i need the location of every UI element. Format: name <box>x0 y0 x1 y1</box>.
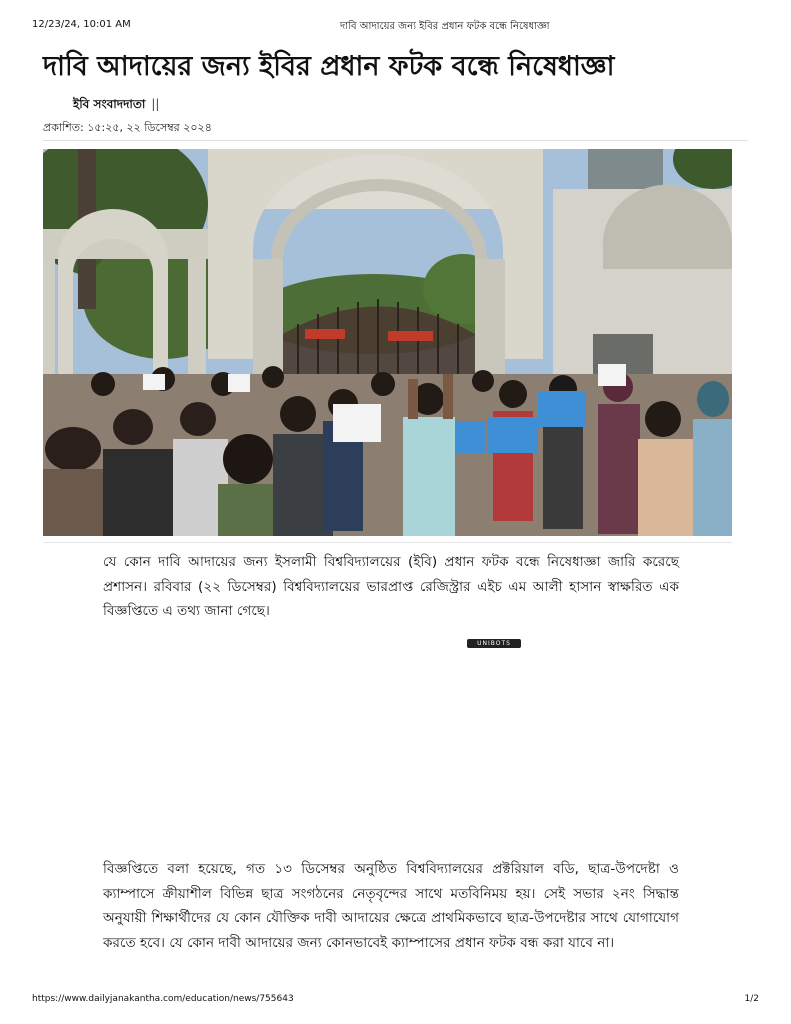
protest-at-gate-image <box>43 149 732 536</box>
photo-divider <box>43 542 732 543</box>
article-photo <box>43 149 732 536</box>
article-paragraph: বিজ্ঞপ্তিতে বলা হয়েছে, গত ১৩ ডিসেম্বর অনুষ্ঠিত বিশ্ববিদ্যালয়ের প্রক্টরিয়াল বডি, ছাত্র-উপদেষ্টা ও ক্যাম্পাসে ক্রীয়াশীল বিভিন্ন ছাত্র সংগঠনের নেতৃবৃন্দের সাথে মতবিনিময় হয়। সেই সভার ২নং সিদ্ধান্ত অনুযায়ী শিক্ষার্থীদের যে কোন যৌক্তিক দাবী আদায়ের ক্ষেত্রে প্রাথমিকভাবে ছাত্র-উপদেষ্টার সাথে যোগাযোগ করতে হবে। যে কোন দাবী আদায়ের জন্য কোনভাবেই ক্যাম্পাসের প্রধান ফটক বন্ধ করা যাবে না। <box>103 861 679 951</box>
byline-separator: || <box>151 97 160 111</box>
print-footer-url: https://www.dailyjanakantha.com/education/news/755643 <box>32 994 294 1004</box>
ad-badge[interactable]: UNIBOTS <box>467 639 521 648</box>
header-divider <box>43 140 748 141</box>
article-byline <box>73 96 159 116</box>
print-page-number: 1/2 <box>744 994 759 1004</box>
print-document-title: দাবি আদায়ের জন্য ইবির প্রধান ফটক বন্ধে নিষেধাজ্ঞা <box>340 21 550 32</box>
article-headline: দাবি আদায়ের জন্য ইবির প্রধান ফটক বন্ধে নিষেধাজ্ঞা <box>43 51 615 82</box>
print-date-time: 12/23/24, 10:01 AM <box>32 19 131 30</box>
byline-author: ইবি সংবাদদাতা <box>73 97 146 111</box>
article-published-date: প্রকাশিত: ১৫:২৫, ২২ ডিসেম্বর ২০২৪ <box>43 121 212 134</box>
article-paragraph: যে কোন দাবি আদায়ের জন্য ইসলামী বিশ্ববিদ্যালয়ের (ইবি) প্রধান ফটক বন্ধে নিষেধাজ্ঞা জারি করেছে প্রশাসন। রবিবার (২২ ডিসেম্বর) বিশ্ববিদ্যালয়ের ভারপ্রাপ্ত রেজিস্ট্রার এইচ এম আলী হাসান স্বাক্ষরিত এক বিজ্ঞপ্তিতে এ তথ্য জানা গেছে। <box>103 554 679 619</box>
